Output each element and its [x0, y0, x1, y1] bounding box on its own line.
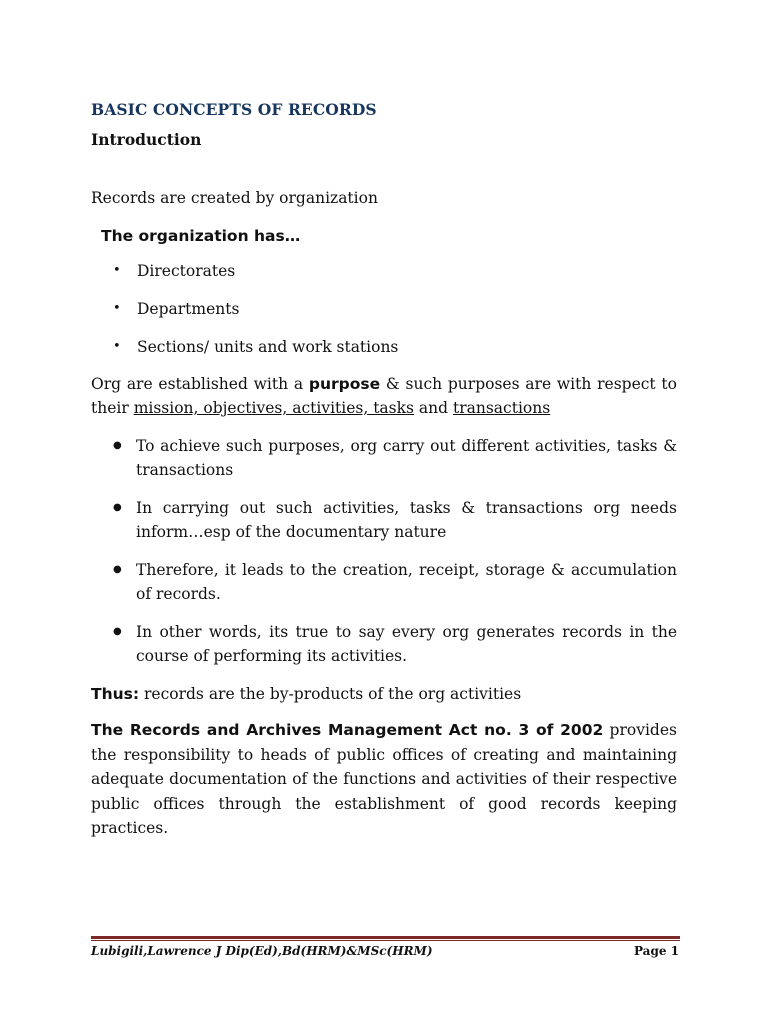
purpose-bold: purpose [308, 374, 381, 393]
footer-rule [91, 936, 680, 939]
thus-label: Thus: [91, 684, 140, 703]
page-title: BASIC CONCEPTS OF RECORDS [91, 100, 377, 119]
list-item: ● In carrying out such activities, tasks & transactions org needs inform…esp of the documentary nature [91, 496, 677, 545]
page-content [91, 98, 677, 841]
purpose-paragraph [91, 372, 677, 421]
footer-author: Lubigili,Lawrence J Dip(Ed),Bd(HRM)&MSc(HRM) [91, 944, 433, 958]
page-number: Page 1 [633, 944, 679, 958]
purpose-underlined: mission, objectives, activities, tasks [133, 399, 414, 417]
list-item: ● To achieve such purposes, org carry out different activities, tasks & transactions [91, 434, 677, 483]
list-item: ● Therefore, it leads to the creation, receipt, storage & accumulation of records. [91, 558, 677, 607]
list-item: • Sections/ units and work stations [91, 335, 677, 360]
list-item: • Departments [91, 297, 677, 322]
act-paragraph [91, 718, 677, 841]
section-heading: Introduction [91, 130, 202, 149]
thus-paragraph [91, 682, 677, 707]
act-text: provides the responsibility to heads of public offices of creating and maintaining adequate documentation of the functions and activities of their respective public offices through the establishment of good records keeping practices. [91, 721, 677, 837]
list-item: ● In other words, its true to say every org generates records in the course of performing its activities. [91, 620, 677, 669]
list-item: • Directorates [91, 259, 677, 284]
org-has-heading: The organization has… [101, 226, 301, 245]
footer-rule-thin [91, 940, 680, 941]
purpose-text-3: and [413, 399, 453, 417]
purpose-text-1: Org are established with a [91, 374, 309, 393]
purpose-underlined-2: transactions [452, 399, 551, 417]
intro-text: Records are created by organization [91, 189, 378, 207]
org-units-list [91, 259, 677, 360]
purpose-text-2: & such purposes are with respect to their [91, 374, 677, 417]
points-list [91, 434, 677, 669]
thus-text: records are the by-products of the org activities [139, 684, 522, 703]
act-title: The Records and Archives Management Act no. 3 of 2002 [91, 721, 604, 739]
